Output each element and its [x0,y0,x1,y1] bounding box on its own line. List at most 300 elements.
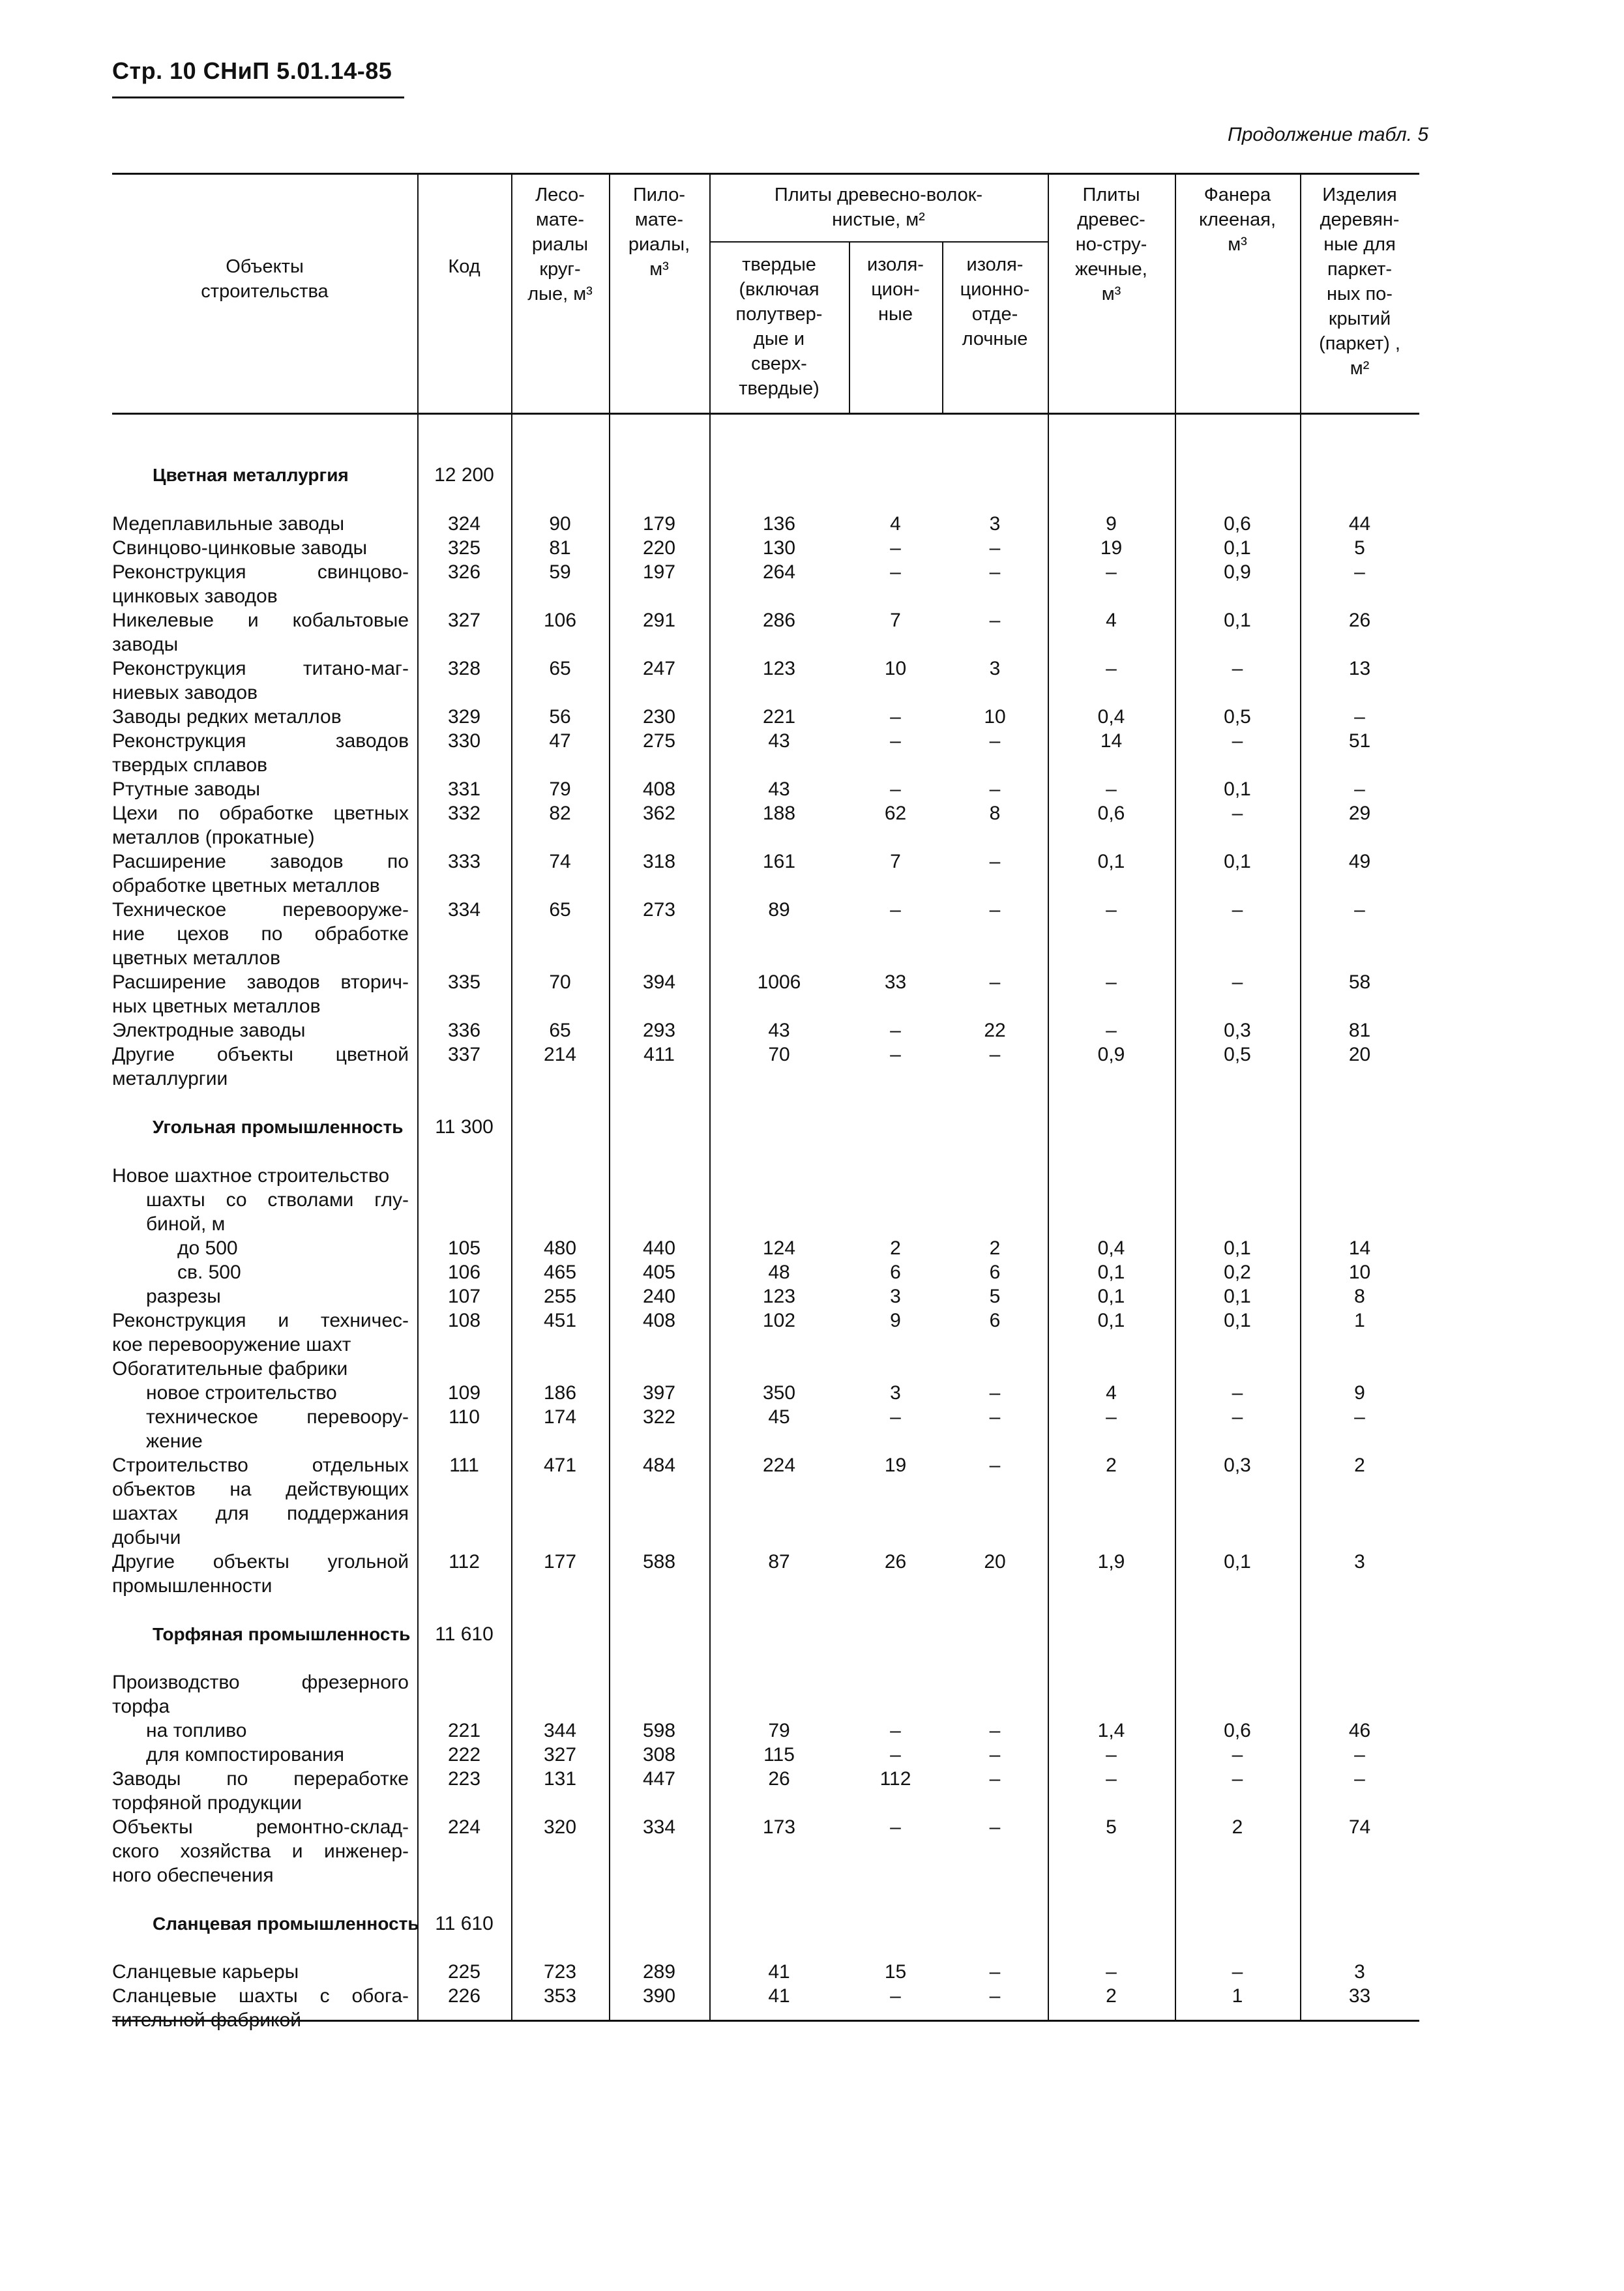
cell-particleboard: 19 [1100,537,1123,559]
cell-plywood: 0,9 [1224,561,1251,583]
row-object-name: Объекты ремонтно-склад- [112,1816,409,1838]
cell-plywood: – [1232,1961,1243,1983]
table-row [112,850,1419,874]
table-row [112,584,1419,608]
cell-fiber-hard: 286 [762,610,796,631]
cell-fiber-insul: 9 [890,1310,901,1331]
row-object-name: объектов на действующих [112,1479,409,1500]
row-code: 11 610 [435,1623,494,1645]
row-code: 11 610 [435,1913,494,1934]
cell-round-timber: 186 [543,1382,577,1404]
row-object-name: заводы [112,634,179,655]
table-row [112,1453,1419,1477]
cell-fiber-insul: 15 [884,1961,907,1983]
cell-parquet: 10 [1348,1262,1371,1283]
cell-parquet: 20 [1348,1044,1371,1065]
cell-fiber-hard: 224 [762,1455,796,1476]
cell-sawn-timber: 273 [642,899,676,921]
cell-sawn-timber: 405 [642,1262,676,1283]
cell-fiber-hard: 124 [762,1237,796,1259]
row-code: 336 [447,1020,481,1041]
cell-plywood: 0,6 [1224,513,1251,535]
cell-sawn-timber: 220 [642,537,676,559]
cell-round-timber: 131 [543,1768,577,1790]
cell-fiber-insul-fin: – [989,1044,1001,1065]
row-object-name: цветных металлов [112,947,281,969]
cell-parquet: – [1354,1406,1365,1428]
cell-round-timber: 56 [549,706,571,728]
cell-fiber-hard: 26 [768,1768,790,1790]
header-sawn-timber: Пило- мате- риалы, м³ [628,185,690,280]
cell-fiber-insul: – [890,1020,901,1041]
row-object-name: Цехи по обработке цветных [112,803,409,824]
cell-round-timber: 214 [543,1044,577,1065]
row-object-name: Свинцово-цинковые заводы [112,537,368,559]
cell-round-timber: 65 [549,658,571,679]
cell-particleboard: 4 [1106,1382,1117,1404]
cell-plywood: 0,3 [1224,1020,1251,1041]
cell-plywood: 0,1 [1224,1237,1251,1259]
cell-round-timber: 327 [543,1744,577,1766]
table-row [112,994,1419,1018]
row-object-name: ного обеспечения [112,1865,274,1886]
table-row [112,1357,1419,1381]
cell-sawn-timber: 408 [642,778,676,800]
cell-fiber-insul: 19 [884,1455,907,1476]
cell-plywood: 0,1 [1224,851,1251,872]
cell-plywood: – [1232,730,1243,752]
cell-particleboard: – [1106,1020,1117,1041]
cell-fiber-hard: 173 [762,1816,796,1838]
header-particleboard: Плиты древес- но-стру- жечные, м³ [1075,185,1147,304]
fiberboard-subheader-rule [709,241,1048,243]
cell-fiber-insul-fin: – [989,610,1001,631]
header-code: Код [448,256,480,277]
cell-sawn-timber: 447 [642,1768,676,1790]
cell-sawn-timber: 197 [642,561,676,583]
row-code: 221 [447,1720,481,1741]
cell-fiber-insul: – [890,1044,901,1065]
row-code: 330 [447,730,481,752]
row-object-name: ниевых заводов [112,682,258,703]
row-object-name: ского хозяйства и инженер- [112,1840,409,1862]
cell-particleboard: 2 [1106,1985,1117,2007]
row-code: 324 [447,513,481,535]
row-object-name: св. 500 [177,1262,241,1283]
cell-parquet: 13 [1348,658,1371,679]
cell-fiber-insul: – [890,899,901,921]
row-code: 333 [447,851,481,872]
table-row [112,1670,1419,1694]
row-code: 112 [449,1551,480,1573]
row-code: 326 [447,561,481,583]
table-row [112,1501,1419,1526]
table-row [112,1815,1419,1839]
cell-fiber-hard: 136 [762,513,796,535]
row-object-name: Сланцевые шахты с обога- [112,1985,409,2007]
cell-particleboard: 0,4 [1097,1237,1125,1259]
table-row [112,922,1419,946]
row-object-name: Медеплавильные заводы [112,513,345,535]
table-row [112,1018,1419,1042]
row-object-name: жение [146,1430,203,1452]
table-row [112,946,1419,970]
cell-fiber-insul: – [890,1720,901,1741]
row-code: 224 [447,1816,481,1838]
table-row [112,512,1419,536]
row-object-name: до 500 [177,1237,238,1259]
cell-sawn-timber: 179 [642,513,676,535]
row-object-name: твердых сплавов [112,754,268,776]
cell-fiber-insul: – [890,730,901,752]
cell-fiber-insul-fin: – [989,537,1001,559]
table-row [112,1308,1419,1333]
cell-fiber-insul: 4 [890,513,901,535]
table-row [112,560,1419,584]
cell-particleboard: 0,1 [1097,1286,1125,1307]
cell-particleboard: 0,1 [1097,1262,1125,1283]
row-code: 331 [447,778,481,800]
cell-parquet: 33 [1348,1985,1371,2007]
cell-fiber-insul-fin: 2 [989,1237,1001,1259]
cell-sawn-timber: 275 [642,730,676,752]
cell-parquet: 58 [1348,971,1371,993]
cell-parquet: 51 [1348,730,1371,752]
row-code: 111 [449,1455,479,1476]
row-code: 110 [449,1406,480,1428]
table-row [112,1042,1419,1067]
cell-sawn-timber: 588 [642,1551,676,1573]
cell-particleboard: 5 [1106,1816,1117,1838]
cell-fiber-insul-fin: – [989,899,1001,921]
cell-parquet: 81 [1348,1020,1371,1041]
cell-parquet: 26 [1348,610,1371,631]
cell-fiber-insul-fin: 3 [989,658,1001,679]
cell-sawn-timber: 230 [642,706,676,728]
cell-fiber-insul: – [890,561,901,583]
section-row [112,1115,1419,1139]
cell-sawn-timber: 598 [642,1720,676,1741]
row-object-name: Заводы по переработке [112,1768,409,1790]
table-row [112,1960,1419,1984]
cell-round-timber: 79 [549,778,571,800]
cell-fiber-insul: 26 [884,1551,907,1573]
cell-plywood: – [1232,1744,1243,1766]
cell-plywood: 0,1 [1224,1551,1251,1573]
table-row [112,2008,1419,2032]
cell-round-timber: 465 [543,1262,577,1283]
cell-round-timber: 59 [549,561,571,583]
cell-parquet: – [1354,1744,1365,1766]
row-code: 106 [447,1262,481,1283]
cell-round-timber: 471 [543,1455,577,1476]
row-code: 108 [447,1310,481,1331]
cell-fiber-insul-fin: – [989,1744,1001,1766]
cell-plywood: 0,1 [1224,1286,1251,1307]
cell-fiber-insul: – [890,1406,901,1428]
cell-particleboard: 1,9 [1097,1551,1125,1573]
cell-fiber-insul: – [890,706,901,728]
table-row [112,1405,1419,1429]
table-row [112,705,1419,729]
table-row [112,632,1419,657]
table-top-rule [112,173,1419,175]
row-object-name: ных цветных металлов [112,996,321,1017]
cell-fiber-hard: 43 [768,1020,790,1041]
cell-plywood: 0,1 [1224,610,1251,631]
cell-plywood: – [1232,803,1243,824]
cell-particleboard: – [1106,1406,1117,1428]
cell-round-timber: 70 [549,971,571,993]
table-row [112,777,1419,801]
row-object-name: торфа [112,1696,170,1717]
cell-fiber-insul: 3 [890,1382,901,1404]
cell-round-timber: 320 [543,1816,577,1838]
cell-parquet: 29 [1348,803,1371,824]
cell-parquet: 3 [1354,1551,1365,1573]
cell-fiber-insul-fin: 8 [989,803,1001,824]
cell-particleboard: 0,1 [1097,851,1125,872]
cell-particleboard: – [1106,1961,1117,1983]
cell-fiber-insul-fin: 6 [989,1262,1001,1283]
row-code: 334 [447,899,481,921]
table-row [112,1550,1419,1574]
cell-fiber-hard: 48 [768,1262,790,1283]
cell-particleboard: – [1106,778,1117,800]
row-code: 327 [447,610,481,631]
cell-particleboard: 2 [1106,1455,1117,1476]
table-row [112,608,1419,632]
row-object-name: Реконструкция и техничес- [112,1310,409,1331]
cell-round-timber: 106 [543,610,577,631]
row-object-name: для компостирования [146,1744,345,1766]
cell-round-timber: 174 [543,1406,577,1428]
cell-round-timber: 82 [549,803,571,824]
row-object-name: Техническое перевооруже- [112,899,409,921]
table-row [112,1839,1419,1863]
row-object-name: промышленности [112,1575,273,1597]
table-row [112,1477,1419,1501]
row-code: 329 [447,706,481,728]
cell-fiber-hard: 43 [768,778,790,800]
cell-parquet: 1 [1354,1310,1365,1331]
cell-plywood: – [1232,971,1243,993]
cell-sawn-timber: 397 [642,1382,676,1404]
row-object-name: Угольная промышленность [153,1117,404,1137]
table-row [112,970,1419,994]
cell-plywood: 2 [1232,1816,1243,1838]
cell-fiber-insul: 33 [884,971,907,993]
cell-parquet: – [1354,899,1365,921]
cell-fiber-insul-fin: – [989,1406,1001,1428]
cell-fiber-insul-fin: 5 [989,1286,1001,1307]
row-object-name: Строительство отдельных [112,1455,409,1476]
cell-fiber-insul-fin: – [989,778,1001,800]
header-round-timber: Лесо- мате- риалы круг- лые, м³ [527,185,593,304]
cell-fiber-hard: 115 [763,1744,795,1766]
table-row [112,681,1419,705]
cell-fiber-hard: 41 [768,1985,790,2007]
cell-fiber-insul: 3 [890,1286,901,1307]
cell-sawn-timber: 308 [642,1744,676,1766]
cell-round-timber: 177 [543,1551,577,1573]
cell-fiber-insul: 2 [890,1237,901,1259]
header-bottom-rule [112,413,1419,415]
table-continuation-label: Продолжение табл. 5 [1228,124,1428,145]
cell-round-timber: 81 [549,537,571,559]
cell-particleboard: 1,4 [1097,1720,1125,1741]
row-code: 328 [447,658,481,679]
row-object-name: шахтах для поддержания [112,1503,409,1524]
cell-fiber-insul-fin: 10 [984,706,1006,728]
cell-sawn-timber: 408 [642,1310,676,1331]
cell-fiber-hard: 43 [768,730,790,752]
table-row [112,1381,1419,1405]
cell-plywood: 0,5 [1224,1044,1251,1065]
cell-sawn-timber: 289 [642,1961,676,1983]
row-code: 223 [447,1768,481,1790]
row-object-name: Ртутные заводы [112,778,261,800]
cell-plywood: 0,1 [1224,1310,1251,1331]
cell-fiber-hard: 264 [762,561,796,583]
cell-fiber-hard: 350 [762,1382,796,1404]
cell-fiber-insul-fin: – [989,1816,1001,1838]
cell-sawn-timber: 440 [642,1237,676,1259]
row-object-name: техническое перевоору- [146,1406,409,1428]
cell-fiber-hard: 123 [762,658,796,679]
cell-plywood: 0,3 [1224,1455,1251,1476]
row-object-name: тительной фабрикой [112,2009,301,2031]
cell-particleboard: 0,9 [1097,1044,1125,1065]
section-row [112,1622,1419,1646]
cell-plywood: 1 [1232,1985,1243,2007]
row-code: 332 [447,803,481,824]
cell-fiber-insul: 112 [879,1768,911,1790]
cell-fiber-insul-fin: – [989,1985,1001,2007]
table-row [112,1284,1419,1308]
row-object-name: Сланцевые карьеры [112,1961,299,1983]
table-row [112,1791,1419,1815]
cell-particleboard: – [1106,971,1117,993]
cell-plywood: 0,1 [1224,778,1251,800]
table-row [112,753,1419,777]
cell-fiber-hard: 79 [768,1720,790,1741]
cell-fiber-insul: 62 [884,803,907,824]
cell-particleboard: 0,1 [1097,1310,1125,1331]
cell-round-timber: 480 [543,1237,577,1259]
table-row [112,729,1419,753]
materials-table [112,173,1419,2031]
cell-fiber-insul-fin: – [989,851,1001,872]
cell-parquet: 49 [1348,851,1371,872]
table-row [112,1333,1419,1357]
table-row [112,1694,1419,1719]
cell-parquet: 5 [1354,537,1365,559]
table-row [112,898,1419,922]
cell-fiber-hard: 161 [762,851,796,872]
cell-fiber-hard: 41 [768,1961,790,1983]
row-object-name: Другие объекты угольной [112,1551,409,1573]
table-row [112,825,1419,850]
table-row [112,657,1419,681]
cell-particleboard: 0,4 [1097,706,1125,728]
cell-round-timber: 65 [549,1020,571,1041]
table-row [112,1719,1419,1743]
header-fiber-insul-fin: изоля- ционно- отде- лочные [960,254,1030,349]
cell-fiber-hard: 89 [768,899,790,921]
row-object-name: Торфяная промышленность [153,1624,411,1644]
cell-particleboard: – [1106,1744,1117,1766]
table-row [112,1236,1419,1260]
cell-fiber-hard: 123 [762,1286,796,1307]
table-row [112,801,1419,825]
cell-round-timber: 47 [549,730,571,752]
cell-particleboard: 4 [1106,610,1117,631]
table-row [112,1526,1419,1550]
cell-particleboard: – [1106,1768,1117,1790]
cell-fiber-insul: – [890,778,901,800]
cell-particleboard: 0,6 [1097,803,1125,824]
table-row [112,1743,1419,1767]
row-code: 325 [447,537,481,559]
header-objects: Объекты строительства [201,256,329,302]
cell-fiber-insul-fin: – [989,1961,1001,1983]
cell-fiber-insul-fin: – [989,1768,1001,1790]
cell-parquet: 74 [1348,1816,1371,1838]
cell-particleboard: 9 [1106,513,1117,535]
cell-round-timber: 255 [543,1286,577,1307]
row-object-name: шахты со стволами глу- [146,1189,409,1211]
row-object-name: новое строительство [146,1382,337,1404]
cell-fiber-hard: 1006 [757,971,801,993]
cell-round-timber: 451 [543,1310,577,1331]
section-row [112,1912,1419,1936]
cell-sawn-timber: 240 [642,1286,676,1307]
cell-round-timber: 723 [543,1961,577,1983]
table-row [112,1429,1419,1453]
row-code: 225 [447,1961,481,1983]
cell-parquet: 3 [1354,1961,1365,1983]
row-code: 11 300 [435,1116,494,1138]
cell-round-timber: 344 [543,1720,577,1741]
row-code: 222 [447,1744,481,1766]
cell-fiber-insul-fin: 6 [989,1310,1001,1331]
cell-sawn-timber: 318 [642,851,676,872]
cell-fiber-insul-fin: 22 [984,1020,1006,1041]
table-row [112,1574,1419,1598]
cell-plywood: 0,5 [1224,706,1251,728]
row-object-name: Цветная металлургия [153,465,349,485]
row-object-name: Заводы редких металлов [112,706,342,728]
cell-plywood: 0,2 [1224,1262,1251,1283]
header-fiber-insul: изоля- цион- ные [867,254,924,325]
header-fiber-hard: твердые (включая полутвер- дые и сверх- твердые) [735,254,823,399]
cell-fiber-hard: 102 [762,1310,796,1331]
cell-fiber-insul: – [890,1816,901,1838]
row-code: 105 [447,1237,481,1259]
cell-parquet: 2 [1354,1455,1365,1476]
cell-fiber-hard: 130 [762,537,796,559]
cell-particleboard: – [1106,658,1117,679]
cell-particleboard: 14 [1100,730,1123,752]
table-row [112,1260,1419,1284]
row-object-name: Сланцевая промышленность [153,1914,419,1934]
cell-fiber-insul: – [890,1744,901,1766]
cell-fiber-hard: 70 [768,1044,790,1065]
cell-parquet: 14 [1348,1237,1371,1259]
row-object-name: торфяной продукции [112,1792,302,1814]
table-row [112,1188,1419,1212]
